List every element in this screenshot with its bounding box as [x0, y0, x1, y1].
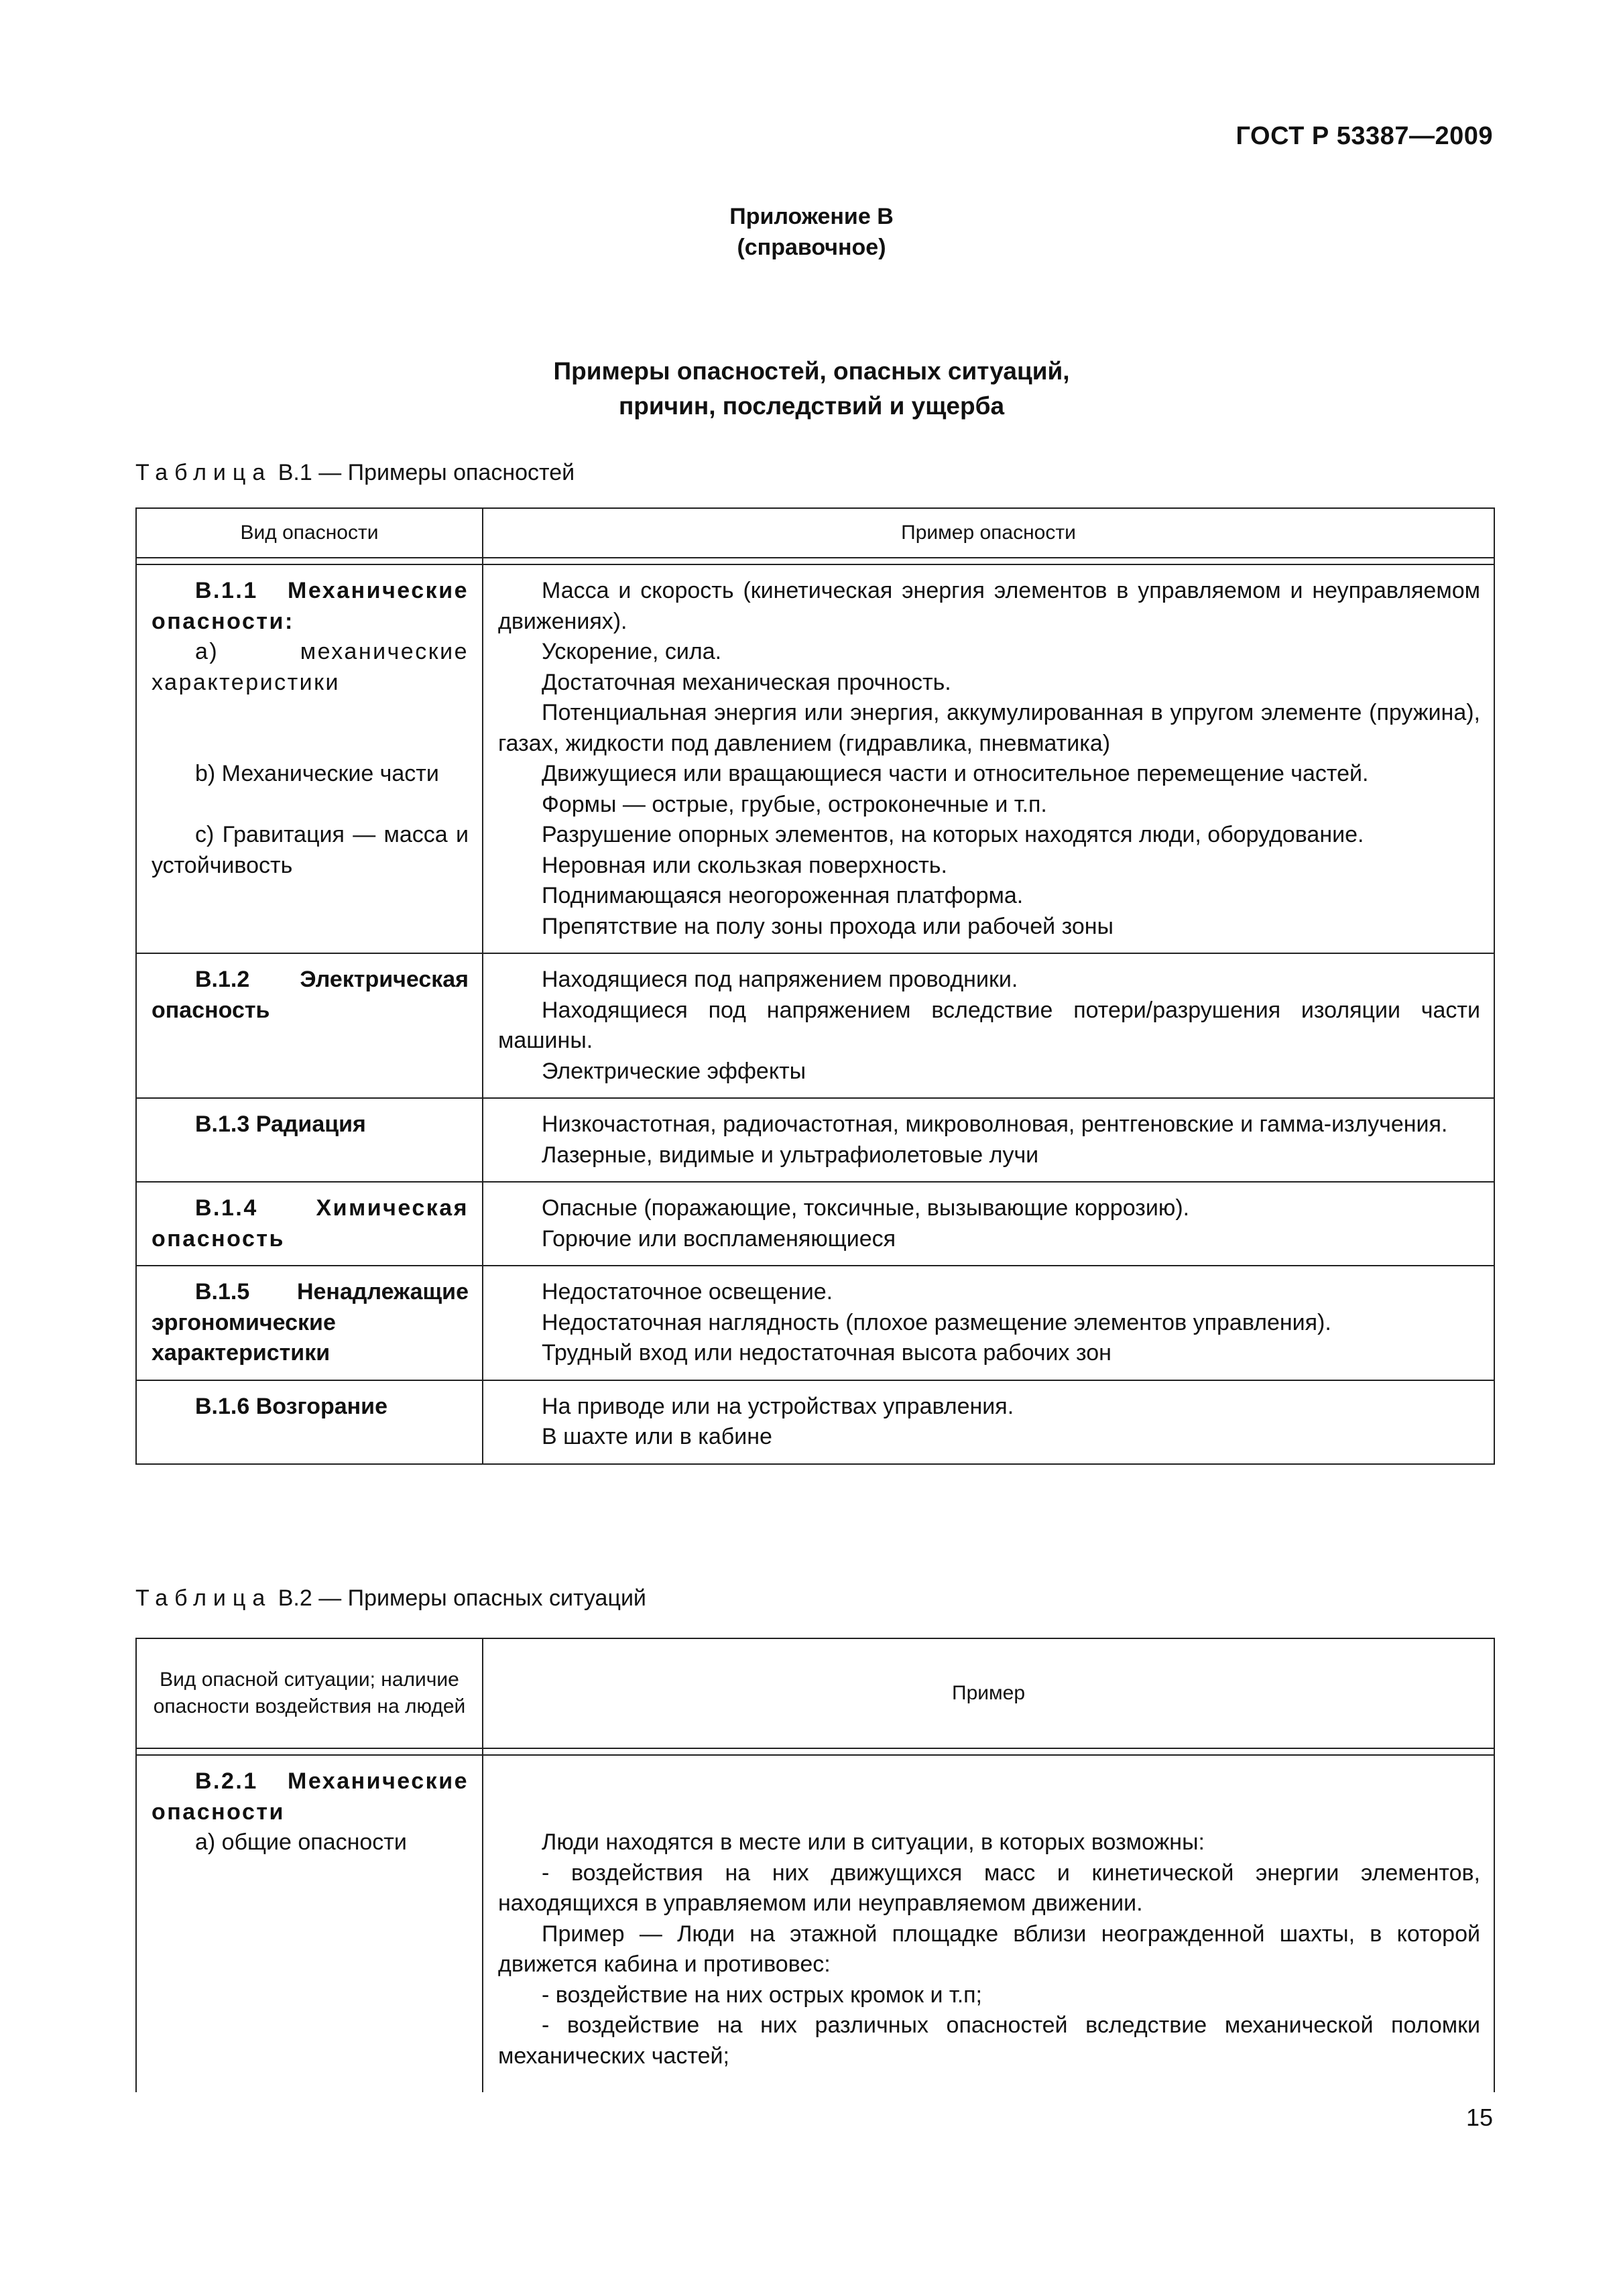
hazard-example: Ускорение, сила. — [542, 639, 722, 664]
situation-example: - воздействие на них острых кромок и т.п; — [542, 1982, 983, 2008]
hazard-kind-heading: В.1.6 Возгорание — [195, 1393, 387, 1419]
hazard-kind-sub-a: а) механические характеристики — [152, 639, 469, 695]
hazard-example-cell — [483, 564, 1494, 953]
hazards-table — [135, 507, 1495, 1465]
hazard-kind-cell — [136, 1098, 483, 1182]
hazard-example: Формы — острые, грубые, остроконечные и т.п. — [542, 791, 1047, 817]
hazard-example-cell — [483, 1098, 1494, 1182]
hazard-kind-heading: В.1.5 Ненадлежащие эргономические характеристики — [152, 1279, 469, 1366]
hazard-example: Препятствие на полу зоны прохода или рабочей зоны — [542, 913, 1114, 939]
section-title-line-2: причин, последствий и ущерба — [618, 392, 1005, 420]
section-title — [0, 354, 1623, 424]
hazard-example: На приводе или на устройствах управления. — [542, 1393, 1014, 1419]
table-row — [136, 1098, 1494, 1182]
hazard-kind-sub-c: с) Гравитация — масса и устойчивость — [152, 822, 469, 878]
situation-example: Пример — Люди на этажной площадке вблизи неогражденной шахты, в которой движется кабина и противовес: — [498, 1921, 1480, 1977]
hazard-example: Горючие или воспламеняющиеся — [542, 1225, 896, 1252]
hazard-kind-heading: В.1.2 Электрическая опасность — [152, 967, 469, 1023]
hazard-example: В шахте или в кабине — [542, 1424, 772, 1449]
table1-caption-text: В.1 — Примеры опасностей — [272, 460, 575, 485]
table1-caption-prefix: Таблица — [135, 460, 272, 485]
table-row — [136, 1182, 1494, 1266]
situation-kind-heading: В.2.1 Механические опасности — [152, 1768, 469, 1825]
hazard-example: Электрические эффекты — [542, 1058, 806, 1084]
table-row — [136, 1380, 1494, 1464]
table1-header-kind: Вид опасности — [136, 508, 483, 558]
hazard-kind-cell — [136, 1266, 483, 1380]
table-row — [136, 564, 1494, 953]
table2-header-separator — [483, 1748, 1494, 1755]
table1-header-separator — [483, 558, 1494, 564]
table1-header-separator — [136, 558, 483, 564]
hazard-example: Лазерные, видимые и ультрафиолетовые лучи — [542, 1142, 1039, 1168]
hazard-example: Недостаточная наглядность (плохое размещение элементов управления). — [542, 1309, 1331, 1335]
hazard-example-cell — [483, 1266, 1494, 1380]
situation-kind-cell — [136, 1755, 483, 2092]
table2-caption-text: В.2 — Примеры опасных ситуаций — [272, 1585, 646, 1611]
appendix-heading — [0, 201, 1623, 263]
situation-example-cell — [483, 1755, 1494, 2092]
hazard-kind-sub-b: b) Механические части — [195, 761, 439, 786]
hazard-kind-cell — [136, 1380, 483, 1464]
hazard-kind-heading: В.1.1 Механические опасности: — [152, 578, 469, 634]
table-row — [136, 1266, 1494, 1380]
page-number: 15 — [1465, 2104, 1493, 2131]
table1-header-example: Пример опасности — [483, 508, 1494, 558]
table-row — [136, 1755, 1494, 2092]
appendix-note: (справочное) — [737, 235, 886, 260]
hazard-example-cell — [483, 953, 1494, 1098]
hazard-example: Неровная или скользкая поверхность. — [542, 852, 947, 878]
hazard-example: Недостаточное освещение. — [542, 1279, 833, 1305]
appendix-title: Приложение В — [729, 204, 894, 229]
table2-header-kind: Вид опасной ситуации; наличие опасности воздействия на людей — [136, 1638, 483, 1748]
section-title-line-1: Примеры опасностей, опасных ситуаций, — [553, 357, 1070, 385]
document-code: ГОСТ Р 53387—2009 — [1236, 122, 1493, 150]
hazard-example: Находящиеся под напряжением проводники. — [542, 967, 1018, 992]
hazard-example: Опасные (поражающие, токсичные, вызывающие коррозию). — [542, 1195, 1190, 1221]
hazard-example: Поднимающаяся неогороженная платформа. — [542, 883, 1024, 908]
hazard-example: Низкочастотная, радиочастотная, микроволновая, рентгеновские и гамма-излучения. — [542, 1111, 1448, 1137]
situation-kind-sub-a: а) общие опасности — [195, 1829, 407, 1855]
table1-caption — [135, 460, 575, 486]
hazard-example-cell — [483, 1182, 1494, 1266]
hazard-example: Движущиеся или вращающиеся части и относительное перемещение частей. — [542, 761, 1369, 786]
hazard-kind-cell — [136, 953, 483, 1098]
table2-header-separator — [136, 1748, 483, 1755]
table-row — [136, 953, 1494, 1098]
hazard-kind-heading: В.1.3 Радиация — [195, 1111, 366, 1137]
hazard-example: Находящиеся под напряжением вследствие потери/разрушения изоляции части машины. — [498, 997, 1480, 1053]
situation-example: Люди находятся в месте или в ситуации, в которых возможны: — [542, 1829, 1205, 1855]
hazard-example: Масса и скорость (кинетическая энергия элементов в управляемом и неуправляемом движениях). — [498, 578, 1480, 634]
hazard-example: Трудный вход или недостаточная высота рабочих зон — [542, 1340, 1111, 1366]
hazardous-situations-table — [135, 1638, 1495, 2092]
table2-caption-prefix: Таблица — [135, 1585, 272, 1611]
hazard-kind-heading: В.1.4 Химическая опасность — [152, 1195, 469, 1252]
situation-example: - воздействие на них различных опасностей вследствие механической поломки механических частей; — [498, 2012, 1480, 2069]
hazard-kind-cell — [136, 1182, 483, 1266]
situation-example: - воздействия на них движущихся масс и кинетической энергии элементов, находящихся в управляемом или неуправляемом движении. — [498, 1860, 1480, 1916]
table2-header-example: Пример — [483, 1638, 1494, 1748]
hazard-example: Достаточная механическая прочность. — [542, 669, 951, 695]
hazard-example-cell — [483, 1380, 1494, 1464]
hazard-example: Потенциальная энергия или энергия, аккумулированная в упругом элементе (пружина), газах, жидкости под давлением (гидравлика, пневматика) — [498, 700, 1480, 756]
hazard-kind-cell — [136, 564, 483, 953]
table2-caption — [135, 1585, 646, 1612]
hazard-example: Разрушение опорных элементов, на которых находятся люди, оборудование. — [542, 822, 1364, 847]
